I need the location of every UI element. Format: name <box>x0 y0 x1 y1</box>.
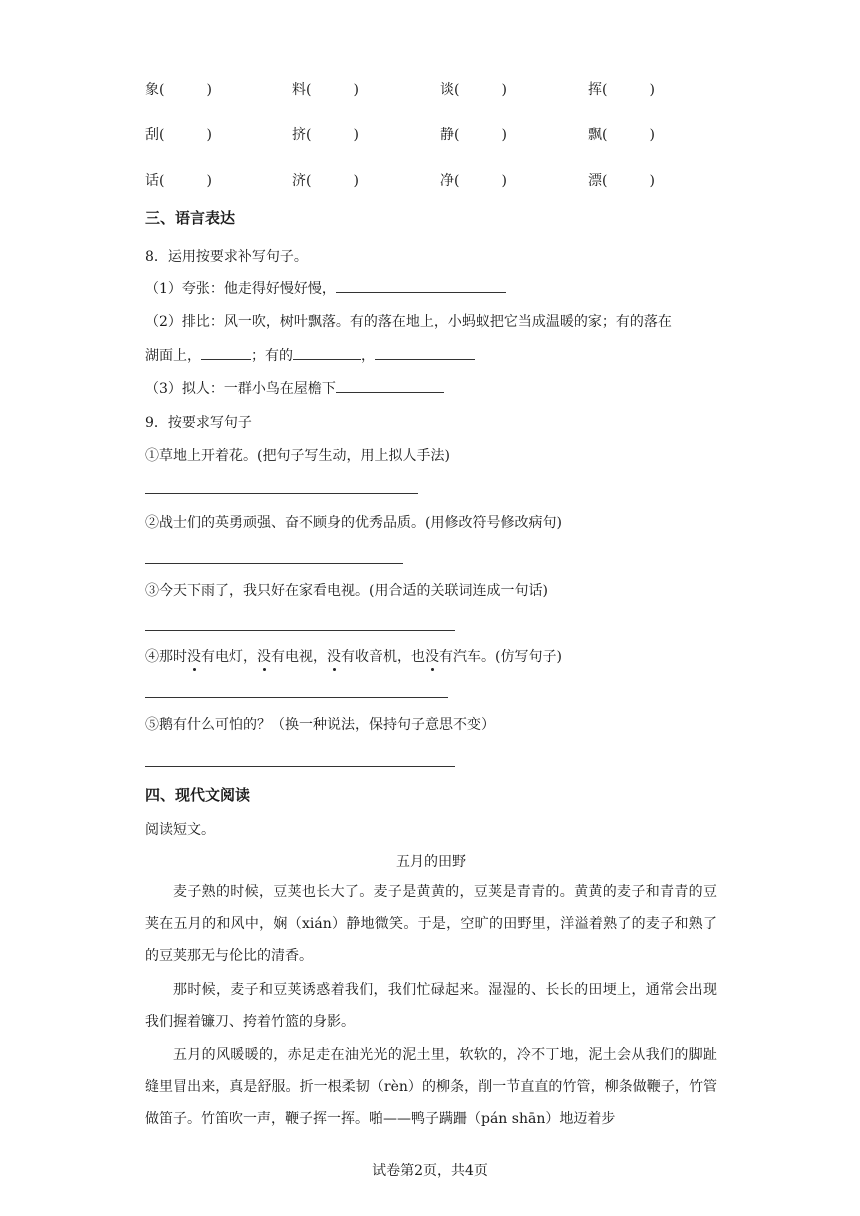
question-text: 湖面上， <box>145 348 201 364</box>
answer-line[interactable] <box>145 630 455 631</box>
char-item: 静( ) <box>440 127 507 143</box>
question-text <box>145 646 562 666</box>
char-item: 飘( ) <box>588 127 655 143</box>
answer-blank[interactable] <box>336 378 444 393</box>
text-segment: ④那时 <box>145 649 187 665</box>
answer-blank[interactable] <box>293 345 361 360</box>
answer-line[interactable] <box>145 493 418 494</box>
question-item <box>145 378 444 398</box>
answer-blank[interactable] <box>375 345 475 360</box>
passage-paragraph: 那时候，麦子和豆荚诱惑着我们，我们忙碌起来。湿湿的、长长的田埂上，通常会出现我们握着镰刀、挎着竹篮的身影。 <box>145 982 717 1030</box>
answer-line[interactable] <box>145 563 403 564</box>
emphasis-char: 没 <box>327 646 341 666</box>
question-item <box>145 278 506 298</box>
char-item: 话( ) <box>145 173 212 189</box>
emphasis-char: 没 <box>187 646 201 666</box>
answer-line[interactable] <box>145 766 455 767</box>
passage-paragraph: 五月的风暖暖的，赤足走在油光光的泥土里，软软的，冷不丁地，泥土会从我们的脚趾缝里冒出来，真是舒服。折一根柔韧（rèn）的柳条，削一节直直的竹管，柳条做鞭子，竹管做笛子。竹笛吹一声，鞭子挥一挥。啪——鸭子蹒跚（pán shān）地迈着步 <box>145 1047 717 1127</box>
question-text: ⑤鹅有什么可怕的？（换一种说法，保持句子意思不变） <box>145 717 495 733</box>
emphasis-char: 没 <box>257 646 271 666</box>
question-text: ③今天下雨了，我只好在家看电视。(用合适的关联词连成一句话) <box>145 583 548 599</box>
question-text: （3）拟人：一群小鸟在屋檐下 <box>145 381 336 397</box>
char-item: 净( ) <box>440 173 507 189</box>
question-text: （2）排比：风一吹，树叶飘落。有的落在地上，小蚂蚁把它当成温暖的家；有的落在 <box>145 314 672 330</box>
question-text: ；有的 <box>251 348 293 364</box>
char-item: 象( ) <box>145 82 212 98</box>
text-segment: 有收音机，也 <box>341 649 425 665</box>
answer-blank[interactable] <box>201 345 251 360</box>
instruction-text: 阅读短文。 <box>145 822 215 838</box>
char-item: 谈( ) <box>440 82 507 98</box>
question-text: ①草地上开着花。(把句子写生动，用上拟人手法) <box>145 448 450 464</box>
char-item: 挥( ) <box>588 82 655 98</box>
question-text: ， <box>361 348 375 364</box>
emphasis-char: 没 <box>425 646 439 666</box>
question-item <box>145 345 475 365</box>
question-title: 8．运用按要求补写句子。 <box>145 249 308 265</box>
char-item: 刮( ) <box>145 127 212 143</box>
text-segment: 有汽车。(仿写句子) <box>439 649 562 665</box>
answer-line[interactable] <box>145 697 448 698</box>
text-segment: 有电灯， <box>201 649 257 665</box>
section-heading: 四、现代文阅读 <box>145 786 251 804</box>
answer-blank[interactable] <box>336 278 506 293</box>
text-segment: 有电视， <box>271 649 327 665</box>
question-title: 9．按要求写句子 <box>145 415 252 431</box>
char-item: 挤( ) <box>292 127 359 143</box>
section-heading: 三、语言表达 <box>145 209 236 227</box>
char-item: 济( ) <box>292 173 359 189</box>
page-footer: 试卷第2页，共4页 <box>372 1163 488 1179</box>
char-item: 料( ) <box>292 82 359 98</box>
passage-paragraph: 麦子熟的时候，豆荚也长大了。麦子是黄黄的，豆荚是青青的。黄黄的麦子和青青的豆荚在五月的和风中，娴（xián）静地微笑。于是，空旷的田野里，洋溢着熟了的麦子和熟了的豆荚那无与伦比的清香。 <box>145 884 717 964</box>
question-text: ②战士们的英勇顽强、奋不顾身的优秀品质。(用修改符号修改病句) <box>145 515 562 531</box>
char-item: 漂( ) <box>588 173 655 189</box>
question-text: （1）夸张：他走得好慢好慢， <box>145 281 336 297</box>
passage-title: 五月的田野 <box>396 854 466 870</box>
